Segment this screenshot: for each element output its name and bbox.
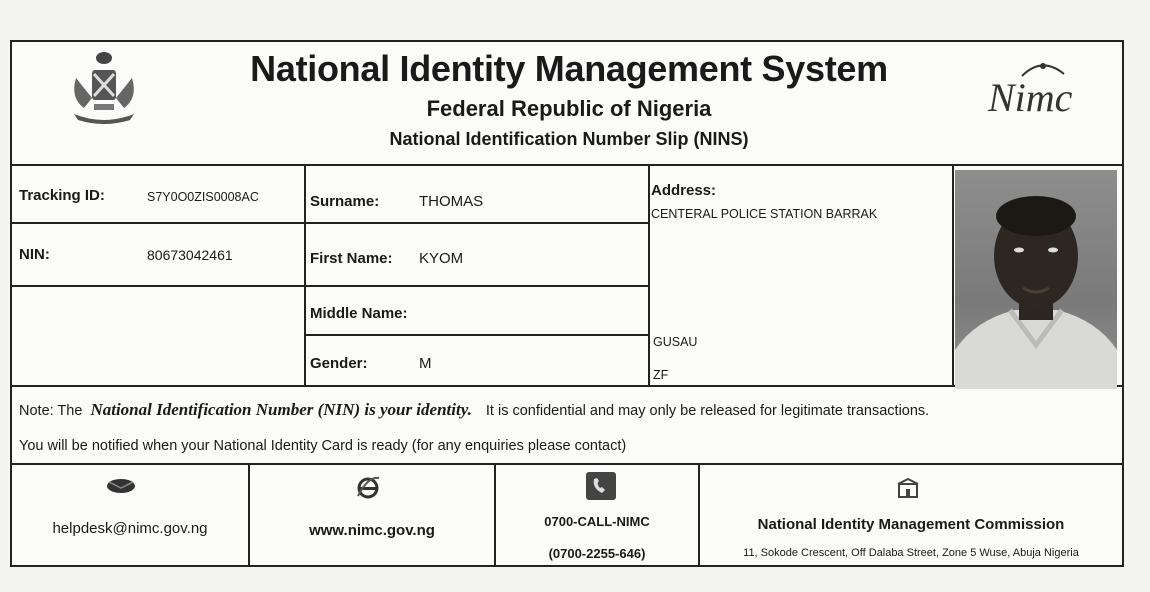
address-state: ZF — [653, 368, 669, 382]
note-prefix: Note: The — [19, 403, 83, 419]
tracking-id-value: S7Y0O0ZIS0008AC — [147, 190, 259, 204]
address-line: CENTERAL POLICE STATION BARRAK — [651, 207, 878, 221]
gender-value: M — [419, 355, 432, 372]
page-title: National Identity Management System — [250, 48, 888, 89]
notification-text: You will be notified when your National Identity Card is ready (for any enquiries please contact) — [19, 438, 627, 454]
nimc-logo — [982, 54, 1097, 134]
middle-name-label: Middle Name: — [310, 305, 408, 322]
commission-address: 11, Sokode Crescent, Off Dalaba Street, Zone 5 Wuse, Abuja Nigeria — [743, 547, 1079, 559]
page-subtitle: Federal Republic of Nigeria — [426, 96, 712, 121]
note-emphasis: National Identification Number (NIN) is your identity. — [90, 400, 472, 419]
first-name-value: KYOM — [419, 250, 464, 267]
internet-explorer-icon — [355, 474, 381, 500]
person-photo-icon — [955, 170, 1117, 389]
building-icon — [897, 478, 919, 498]
surname-label: Surname: — [310, 193, 380, 210]
phone-number-text: 0700-CALL-NIMC — [544, 514, 650, 529]
address-label: Address: — [651, 182, 717, 199]
gender-label: Gender: — [310, 355, 368, 372]
nin-value: 80673042461 — [147, 247, 233, 263]
nin-label: NIN: — [19, 246, 50, 263]
holder-photo — [955, 170, 1117, 389]
slip-name: National Identification Number Slip (NINS) — [389, 129, 749, 149]
note-text — [19, 400, 929, 420]
website-link[interactable]: www.nimc.gov.ng — [309, 522, 435, 539]
address-city: GUSAU — [653, 335, 698, 349]
first-name-label: First Name: — [310, 250, 393, 267]
phone-icon — [586, 472, 616, 500]
nimc-logo-text: Nimc — [988, 75, 1073, 120]
nin-slip — [10, 40, 1124, 567]
helpdesk-email: helpdesk@nimc.gov.ng — [52, 520, 208, 537]
tracking-id-label: Tracking ID: — [19, 187, 105, 204]
surname-value: THOMAS — [419, 193, 484, 210]
envelope-icon — [106, 477, 136, 493]
phone-number-digits: (0700-2255-646) — [548, 546, 646, 561]
commission-name: National Identity Management Commission — [757, 516, 1065, 533]
note-confidential: It is confidential and may only be released for legitimate transactions. — [485, 403, 930, 419]
